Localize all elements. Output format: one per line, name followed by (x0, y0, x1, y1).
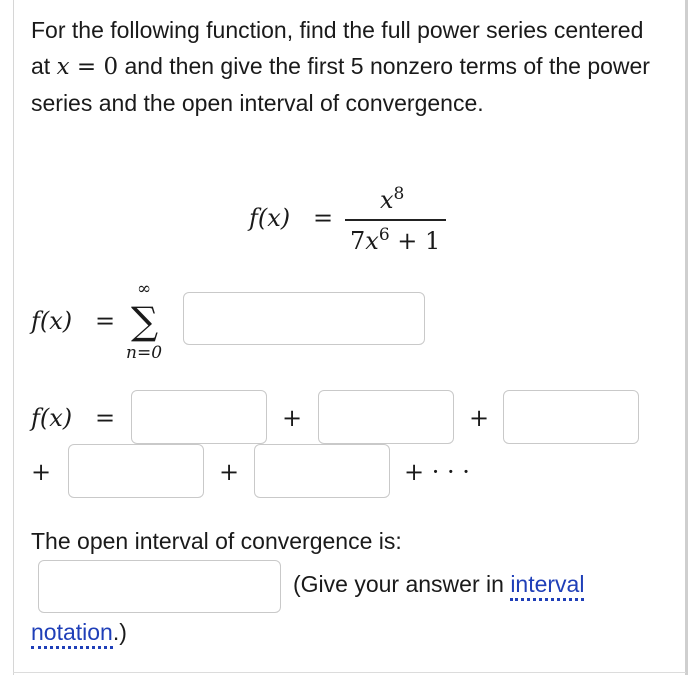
interval-notation-link-2[interactable]: notation (31, 619, 113, 649)
series-general-term-input[interactable] (183, 292, 425, 345)
series-ellipsis: + · · · (404, 458, 470, 486)
interval-hint (293, 569, 584, 599)
term-2-input[interactable] (318, 390, 454, 444)
scrollbar[interactable] (685, 0, 688, 675)
denominator-base: x (365, 227, 379, 255)
function-numerator (380, 184, 404, 214)
denominator-rest: + 1 (397, 227, 441, 255)
interval-hint-continued (31, 617, 127, 647)
sum-symbol: ∑ (131, 299, 159, 343)
plus-sign-4: + (219, 458, 240, 486)
terms-equals: = (95, 404, 116, 432)
terms-lhs: f(x) (31, 404, 73, 432)
function-lhs: f(x) (249, 204, 291, 232)
denominator-exponent: 6 (378, 225, 390, 245)
plus-sign-1: + (282, 404, 303, 432)
series-equals: = (95, 307, 116, 335)
prompt-zero: 0 (103, 54, 119, 80)
prompt-text-1: For the following function, find the full power series centered at (31, 17, 644, 79)
sum-lower-limit: n=0 (126, 343, 163, 363)
plus-sign-3: + (31, 458, 52, 486)
term-5-input[interactable] (254, 444, 390, 498)
fraction-bar (345, 219, 446, 221)
denominator-coef: 7 (350, 227, 366, 255)
interval-notation-link-1[interactable]: interval (510, 571, 584, 601)
problem-prompt (31, 12, 661, 121)
series-lhs: f(x) (31, 307, 73, 335)
prompt-equals: = (69, 54, 104, 80)
left-border (13, 0, 14, 675)
interval-label: The open interval of convergence is: (31, 528, 402, 554)
plus-sign-2: + (469, 404, 490, 432)
interval-input[interactable] (38, 560, 281, 613)
prompt-var-x: x (56, 54, 70, 80)
term-3-input[interactable] (503, 390, 639, 444)
hint-suffix: .) (112, 619, 127, 645)
bottom-border (13, 672, 686, 673)
numerator-base: x (380, 186, 394, 214)
term-4-input[interactable] (68, 444, 204, 498)
function-equals: = (313, 204, 334, 232)
function-denominator (350, 225, 440, 255)
numerator-exponent: 8 (393, 184, 405, 204)
prompt-text-2: and then give the first 5 nonzero terms of the power series and the open interval of convergence. (31, 53, 650, 116)
sum-upper-limit: ∞ (137, 279, 152, 299)
term-1-input[interactable] (131, 390, 267, 444)
hint-prefix: (Give your answer in (293, 571, 511, 597)
